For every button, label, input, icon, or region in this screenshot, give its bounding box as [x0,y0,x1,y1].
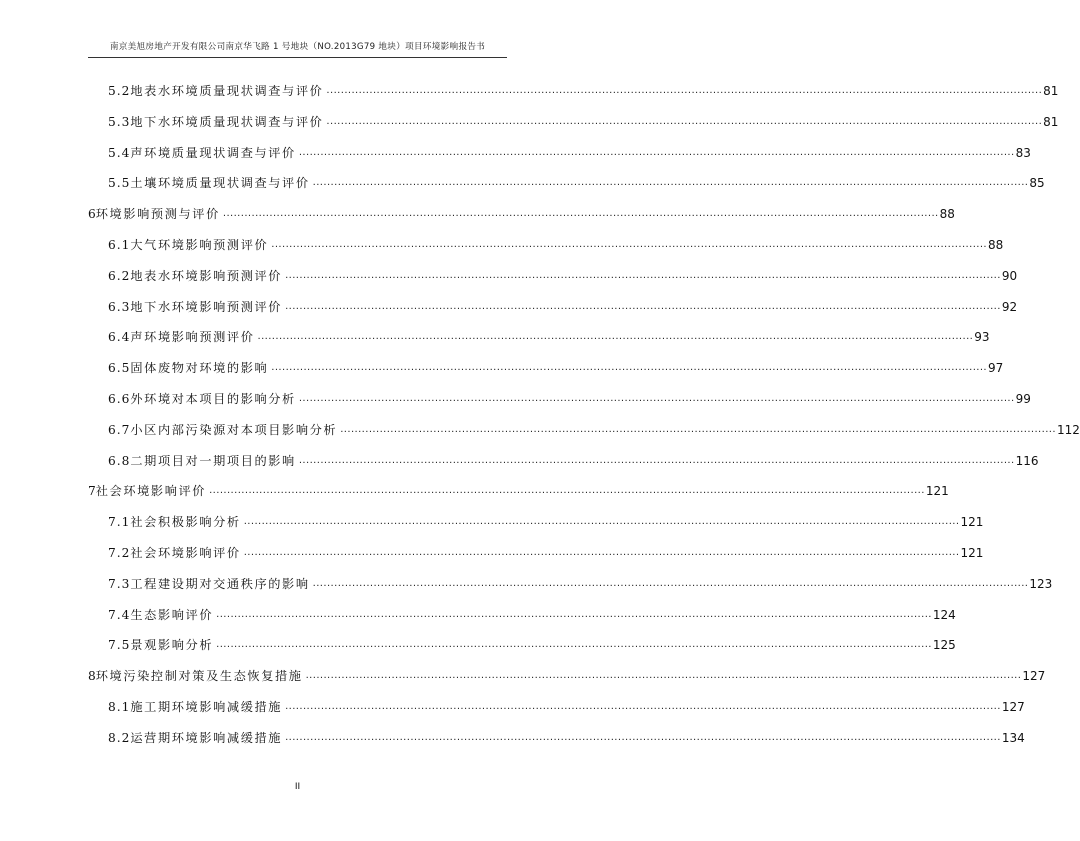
toc-entry-number: 8 [88,669,96,684]
toc-dot-leader: ........................................................................................................................................................................................................ [243,516,960,528]
toc-entry[interactable] [108,632,956,653]
toc-entry[interactable] [108,140,1031,160]
toc-entry[interactable] [108,448,1039,468]
toc-entry-number: 6.2 [108,268,131,283]
toc-entry[interactable] [108,109,1059,129]
toc-entry-page: 121 [925,484,949,499]
toc-entry-title: 社会环境影响评价 [95,484,207,499]
toc-dot-leader: ........................................................................................................................................................................................................ [298,454,1015,466]
toc-entry[interactable] [108,509,984,530]
toc-entry[interactable] [108,571,1053,591]
toc-entry-title: 声环境质量现状调查与评价 [130,145,296,160]
toc-dot-leader: ........................................................................................................................................................................................................ [209,485,925,497]
toc-entry[interactable] [108,540,984,560]
toc-entry-page: 124 [932,607,956,622]
toc-entry-number: 6.8 [108,453,131,468]
toc-entry-number: 6.7 [108,422,131,437]
toc-dot-leader: ........................................................................................................................................................................................................ [243,547,960,558]
toc-entry-number: 7.3 [108,576,131,591]
toc-entry[interactable] [108,417,1080,437]
toc-dot-leader: ........................................................................................................................................................................................................ [298,146,1015,158]
toc-entry-title: 生态影响评价 [130,607,214,622]
toc-dot-leader: ........................................................................................................................................................................................................ [222,208,939,220]
toc-entry-title: 施工期环境影响减缓措施 [130,700,283,714]
toc-entry-title: 二期项目对一期项目的影响 [130,453,296,468]
toc-entry-number: 6.6 [108,392,131,406]
toc-entry[interactable] [108,386,1031,406]
toc-dot-leader: ........................................................................................................................................................................................................ [216,639,932,651]
page-number: II [294,782,301,792]
toc-entry-number: 7.2 [108,546,131,560]
toc-entry[interactable] [88,478,949,499]
toc-entry-page: 99 [1015,392,1031,406]
toc-entry[interactable] [108,602,956,622]
toc-entry-number: 7.4 [108,607,131,622]
toc-entry-page: 121 [960,515,984,530]
toc-entry-page: 97 [988,361,1004,376]
toc-dot-leader: ........................................................................................................................................................................................................ [285,731,1001,743]
toc-entry-page: 83 [1015,145,1031,160]
toc-entry-page: 81 [1043,84,1059,98]
toc-entry-page: 125 [932,638,956,653]
toc-entry[interactable] [108,170,1045,191]
toc-entry-number: 5.5 [108,176,131,191]
toc-entry-number: 5.3 [108,114,131,129]
toc-entry-page: 92 [1001,299,1018,314]
toc-entry-number: 5.2 [108,84,131,98]
toc-entry[interactable] [108,355,1004,376]
toc-dot-leader: ........................................................................................................................................................................................................ [326,115,1043,127]
toc-entry-title: 声环境影响预测评价 [130,330,255,345]
toc-entry-number: 6.1 [108,238,131,252]
toc-entry-title: 土壤环境质量现状调查与评价 [130,176,310,191]
toc-dot-leader: ........................................................................................................................................................................................................ [285,300,1001,312]
toc-entry-title: 社会积极影响分析 [130,515,241,530]
toc-dot-leader: ........................................................................................................................................................................................................ [326,85,1043,96]
toc-entry-number: 7.5 [108,638,131,653]
toc-entry-number: 5.4 [108,145,131,160]
toc-entry-page: 112 [1056,422,1080,437]
toc-entry-title: 工程建设期对交通秩序的影响 [130,576,310,591]
running-header: 南京美旭房地产开发有限公司南京华飞路 1 号地块（NO.2013G79 地块）项目环境影响报告书 [109,42,486,52]
toc-dot-leader: ........................................................................................................................................................................................................ [312,577,1029,589]
toc-entry-page: 85 [1029,176,1045,191]
toc-dot-leader: ........................................................................................................................................................................................................ [312,177,1029,189]
toc-dot-leader: ........................................................................................................................................................................................................ [216,608,932,620]
toc-entry-page: 90 [1001,268,1018,283]
toc-dot-leader: ........................................................................................................................................................................................................ [271,362,988,374]
toc-entry-page: 123 [1029,576,1053,591]
toc-entry-title: 外环境对本项目的影响分析 [130,392,296,406]
toc-entry-title: 运营期环境影响减缓措施 [130,730,283,745]
toc-entry-page: 121 [960,546,984,560]
toc-entry[interactable] [108,232,1004,252]
toc-entry[interactable] [108,78,1059,98]
toc-entry-title: 地下水环境影响预测评价 [130,299,283,314]
toc-entry-page: 116 [1015,453,1039,468]
toc-entry-page: 127 [1022,669,1046,684]
toc-entry-title: 景观影响分析 [130,638,214,653]
toc-dot-leader: ........................................................................................................................................................................................................ [305,670,1022,682]
toc-entry[interactable] [108,263,1018,283]
toc-entry[interactable] [108,725,1025,745]
toc-entry-title: 地表水环境质量现状调查与评价 [130,84,324,98]
toc-entry-number: 8.1 [108,700,131,714]
toc-entry-title: 小区内部污染源对本项目影响分析 [130,422,338,437]
toc-dot-leader: ........................................................................................................................................................................................................ [340,423,1056,435]
toc-dot-leader: ........................................................................................................................................................................................................ [285,701,1001,712]
toc-entry-page: 88 [939,207,955,222]
toc-entry-number: 7 [88,484,96,499]
toc-entry-number: 6.4 [108,330,131,345]
toc-entry[interactable] [108,294,1018,314]
toc-entry[interactable] [108,694,1025,714]
toc-entry[interactable] [88,201,955,222]
toc-entry-title: 地表水环境影响预测评价 [130,268,283,283]
toc-entry-page: 81 [1043,114,1059,129]
toc-entry-title: 环境影响预测与评价 [95,207,220,222]
toc-entry-page: 88 [988,238,1004,252]
toc-entry-number: 7.1 [108,515,131,530]
toc-dot-leader: ........................................................................................................................................................................................................ [257,331,974,343]
toc-entry-page: 127 [1001,700,1025,714]
toc-dot-leader: ........................................................................................................................................................................................................ [285,269,1001,281]
toc-entry-number: 6 [88,207,96,222]
toc-entry[interactable] [108,324,990,345]
toc-entry-page: 134 [1001,730,1025,745]
toc-entry[interactable] [88,663,1046,684]
toc-entry-title: 社会环境影响评价 [130,546,241,560]
toc-entry-number: 6.3 [108,299,131,314]
toc-entry-title: 大气环境影响预测评价 [130,238,269,252]
toc-dot-leader: ........................................................................................................................................................................................................ [271,239,988,250]
toc-dot-leader: ........................................................................................................................................................................................................ [298,393,1015,404]
toc-entry-number: 6.5 [108,361,131,376]
toc-entry-title: 固体废物对环境的影响 [130,361,269,376]
toc-entry-title: 环境污染控制对策及生态恢复措施 [95,669,303,684]
toc-entry-title: 地下水环境质量现状调查与评价 [130,114,324,129]
toc-entry-page: 93 [974,330,990,345]
toc-entry-number: 8.2 [108,730,131,745]
